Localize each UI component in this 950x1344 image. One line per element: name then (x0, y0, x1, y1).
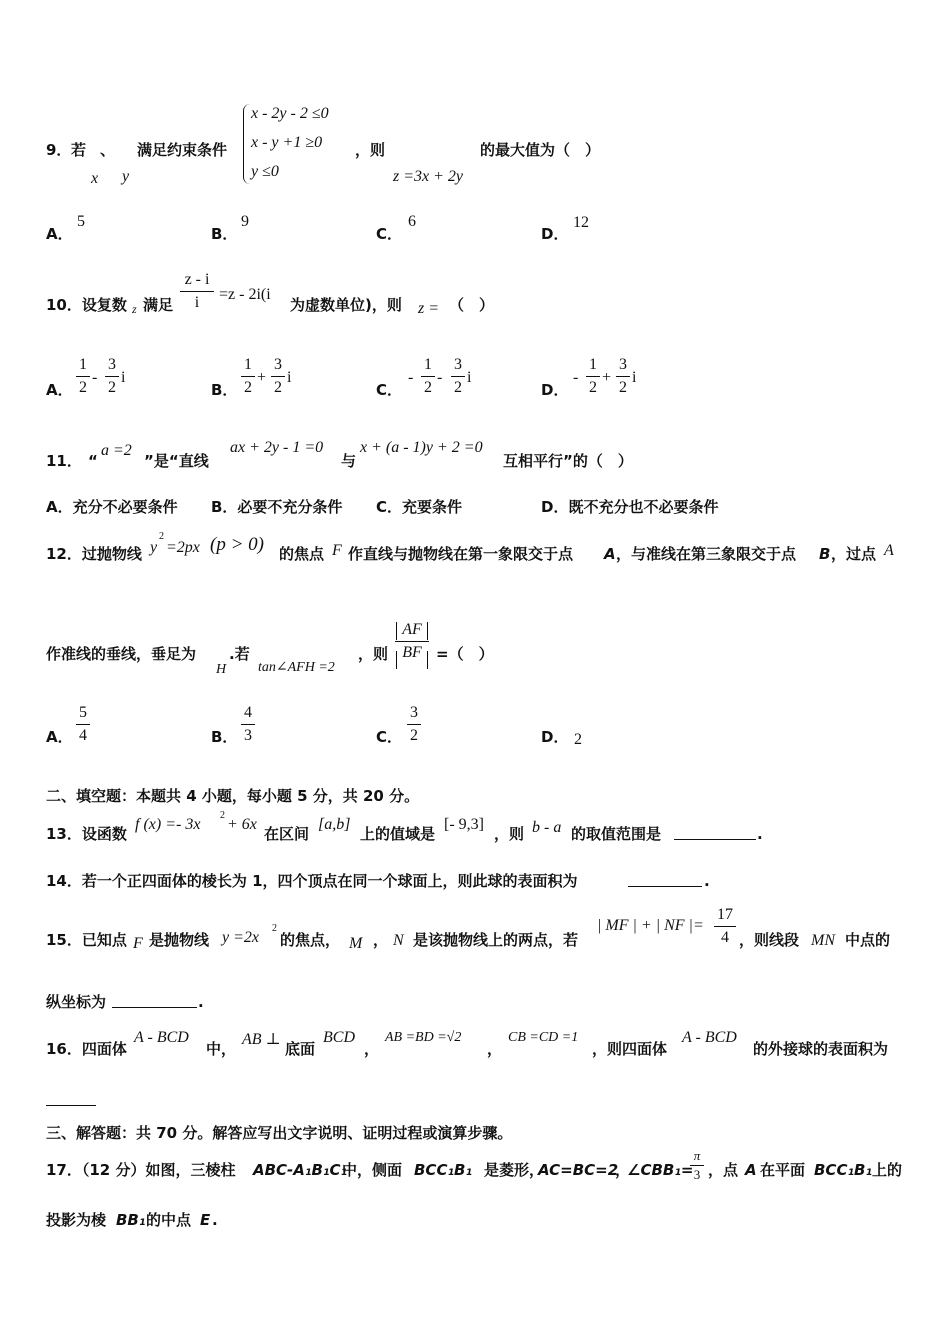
q12-text-1: 的焦点 (279, 545, 325, 563)
q9-ze: ，则 (355, 141, 386, 159)
q11-line-1: ax + 2y - 1 =0 (230, 439, 324, 456)
q12-A2: A (884, 542, 894, 559)
q10-option-d-label: D． (541, 381, 569, 399)
q12-text-3: ，与准线在第三象限交于点 (616, 545, 797, 563)
q10-b-bar1 (241, 376, 255, 377)
q11-option-b: B．必要不充分条件 (211, 498, 343, 516)
q10-option-a-i: i (121, 369, 126, 386)
q12-option-d-value: 2 (574, 731, 582, 748)
q12-b-bar (241, 724, 255, 725)
q13-number: 13．设函数 (46, 825, 127, 843)
q10-tail: 为虚数单位)，则 (290, 296, 402, 314)
q15-F: F (133, 935, 143, 952)
q16-text-3: ，则四面体 (592, 1040, 668, 1058)
section-2-heading: 二、填空题：本题共 4 小题，每小题 5 分，共 20 分。 (46, 787, 420, 805)
section-3-heading: 三、解答题：共 70 分。解答应写出文字说明、证明过程或演算步骤。 (46, 1124, 513, 1142)
q10-option-a-frac2 (105, 355, 119, 398)
q10-b-n2: 3 (274, 356, 282, 373)
q10-fraction (180, 270, 214, 313)
q16-eq-2: CB =CD =1 (508, 1030, 579, 1045)
q12-text-4: ，过点 (831, 545, 877, 563)
q16-eq-1: AB =BD =√2 (385, 1030, 462, 1045)
q11-option-a: A．充分不必要条件 (46, 498, 178, 516)
q12-ratio-num: AF (402, 621, 422, 638)
q17-pi-den: 3 (693, 1167, 701, 1182)
q10-option-c-frac1 (421, 355, 435, 398)
q12-a-den: 4 (79, 727, 87, 744)
q15-end: . (198, 993, 204, 1011)
q17-A: A (745, 1161, 757, 1179)
q17-line1-e: ，点 (708, 1161, 739, 1179)
q15-sup: 2 (272, 923, 277, 934)
q10-fraction-num: z - i (184, 271, 210, 288)
q9-constraint-1: x - 2y - 2 ≤0 (251, 105, 329, 122)
q17-line1-a: 17．（12 分）如图，三棱柱 (46, 1161, 236, 1179)
q12-ratio (395, 620, 429, 663)
q12-A: A (604, 545, 616, 563)
q10-option-c-label: C． (376, 381, 403, 399)
q17-line2-c: . (212, 1211, 218, 1229)
q10-option-b-label: B． (211, 381, 238, 399)
q12-abs-left-bottom (396, 651, 397, 669)
q13-answer-blank[interactable] (674, 839, 756, 840)
q10-option-b-i: i (287, 369, 292, 386)
q12-tan: tan∠AFH =2 (258, 660, 335, 675)
q17-line2-a: 投影为棱 (46, 1211, 107, 1229)
q10-fraction-den: i (194, 294, 200, 311)
q16-text-1: 中， (206, 1040, 237, 1058)
q9-condition-text: 满足约束条件 (137, 141, 228, 159)
q10-option-c-sign: - (408, 369, 414, 386)
q10-a-n1: 1 (79, 356, 87, 373)
q12-a-num: 5 (79, 704, 87, 721)
q15-text-4: ，则线段 (739, 931, 800, 949)
q12-b-den: 3 (244, 727, 252, 744)
q13-end: . (757, 825, 763, 843)
q10-d-n2: 3 (619, 356, 627, 373)
q17-edge: BB₁ (116, 1211, 146, 1229)
q11-option-c: C．充要条件 (376, 498, 463, 516)
q14-answer-blank[interactable] (628, 886, 702, 887)
q11-yu: 与 (341, 452, 357, 470)
q15-fraction-num: 17 (717, 906, 733, 923)
q10-option-d-frac2 (616, 355, 630, 398)
q9-option-c-label: C． (376, 225, 403, 243)
q10-c-n1: 1 (424, 356, 432, 373)
q10-option-a-label: A． (46, 381, 73, 399)
q10-b-n1: 1 (244, 356, 252, 373)
q12-parabola-y: y (150, 539, 158, 556)
q10-fraction-bar (180, 291, 214, 292)
q10-z-eq: z = (418, 300, 440, 317)
q12-line2-c: ，则 (358, 645, 389, 663)
q9-dun: 、 (100, 141, 116, 159)
q9-option-a-value: 5 (77, 213, 85, 230)
q17-E: E (200, 1211, 211, 1229)
q10-satisfy: 满足 (143, 296, 174, 314)
q15-fraction-bar (714, 926, 736, 927)
q15-text-3: 是该抛物线上的两点，若 (413, 931, 579, 949)
q10-option-d-i: i (632, 369, 637, 386)
q11-line-2: x + (a - 1)y + 2 =0 (360, 439, 483, 456)
q10-option-b-frac1 (241, 355, 255, 398)
q16-tetrahedron-2: A - BCD (682, 1029, 737, 1046)
q11-quote-mid: ”是“直线 (144, 452, 209, 470)
q10-option-d-frac1 (586, 355, 600, 398)
q12-line2-b: .若 (229, 645, 250, 663)
q17-line1-g: 上的 (872, 1161, 903, 1179)
q10-d-d2: 2 (619, 379, 627, 396)
q13-text-4: 的取值范围是 (571, 825, 662, 843)
q10-option-c-i: i (467, 369, 472, 386)
q15-abs-sum: | MF | + | NF |= (597, 917, 704, 934)
q12-parabola-sup: 2 (159, 531, 164, 542)
q17-line1-c: 是菱形， (484, 1161, 545, 1179)
q15-line2: 纵坐标为 (46, 993, 107, 1011)
q12-option-c-label: C． (376, 728, 403, 746)
q12-condition: (p > 0) (210, 534, 264, 555)
q10-option-d-sign: - (573, 369, 579, 386)
q10-a-bar1 (76, 376, 90, 377)
q16-tetrahedron: A - BCD (134, 1029, 189, 1046)
q10-c-bar2 (451, 376, 465, 377)
q9-option-d-value: 12 (573, 214, 589, 231)
q15-comma: ， (373, 931, 389, 949)
q9-ask: 的最大值为（ ） (480, 141, 601, 159)
q12-c-den: 2 (410, 727, 418, 744)
q9-option-b-label: B． (211, 225, 238, 243)
q9-objective: z =3x + 2y (393, 168, 464, 185)
q17-line2-b: 的中点 (146, 1211, 192, 1229)
q15-text-1: 是抛物线 (149, 931, 210, 949)
q10-b-bar2 (271, 376, 285, 377)
q14-text: 14．若一个正四面体的棱长为 1，四个顶点在同一个球面上，则此球的表面积为 (46, 872, 578, 890)
q12-option-a-label: A． (46, 728, 73, 746)
q13-function-2: + 6x (227, 816, 257, 833)
q13-text-3: ，则 (494, 825, 525, 843)
q10-c-d2: 2 (454, 379, 462, 396)
q10-option-c-op: - (437, 369, 443, 386)
q10-option-a-frac1 (76, 355, 90, 398)
q11-tail: 互相平行”的（ ） (503, 452, 633, 470)
q9-var-y: y (122, 168, 130, 185)
q12-a-bar (76, 724, 90, 725)
q12-c-bar (407, 724, 421, 725)
q13-range: [- 9,3] (444, 816, 484, 833)
q17-pi-fraction (690, 1148, 704, 1183)
q15-N: N (393, 932, 404, 949)
q10-c-d1: 2 (424, 379, 432, 396)
q15-M: M (349, 935, 363, 952)
q13-function: f (x) =- 3x (135, 816, 201, 833)
q15-fraction-den: 4 (721, 929, 729, 946)
q10-d-bar1 (586, 376, 600, 377)
q10-option-b-op: + (257, 369, 267, 386)
q17-angle: ∠CBB₁= (627, 1161, 694, 1179)
q10-a-d1: 2 (79, 379, 87, 396)
q10-b-d2: 2 (274, 379, 282, 396)
q17-ac-bc: AC=BC=2 (538, 1161, 619, 1179)
q12-option-c-frac (407, 703, 421, 746)
q16-comma-2: ， (487, 1040, 503, 1058)
q9-constraint-2: x - y +1 ≥0 (251, 134, 323, 151)
q10-b-d1: 2 (244, 379, 252, 396)
q10-rhs: =z - 2i(i (219, 286, 271, 303)
q10-d-n1: 1 (589, 356, 597, 373)
q12-abs-right-top (427, 622, 428, 640)
q16-text-4: 的外接球的表面积为 (753, 1040, 889, 1058)
q10-a-bar2 (105, 376, 119, 377)
q10-c-n2: 3 (454, 356, 462, 373)
q12-option-d-label: D． (541, 728, 569, 746)
q12-F: F (332, 542, 342, 559)
q17-prism: ABC-A₁B₁C₁ (253, 1161, 348, 1179)
q17-face-2: BCC₁B₁ (814, 1161, 873, 1179)
q10-a-d2: 2 (108, 379, 116, 396)
q15-text-2: 的焦点， (280, 931, 341, 949)
q12-ratio-bar (395, 641, 429, 642)
q13-interval: [a,b] (318, 816, 351, 833)
q10-option-a-op: - (92, 369, 98, 386)
q16-comma-1: ， (364, 1040, 380, 1058)
q15-fraction (714, 905, 736, 948)
q12-text-2: 作直线与抛物线在第一象限交于点 (348, 545, 574, 563)
q10-d-d1: 2 (589, 379, 597, 396)
q15-MN: MN (811, 932, 835, 949)
q12-b-num: 4 (244, 704, 252, 721)
q13-b-minus-a: b - a (532, 819, 562, 836)
q16-BCD: BCD (323, 1029, 355, 1046)
q12-line2-a: 作准线的垂线，垂足为 (46, 645, 197, 663)
q17-line1-f: 在平面 (760, 1161, 806, 1179)
q12-option-a-frac (76, 703, 90, 746)
q16-AB-perp: AB ⊥ (242, 1031, 281, 1048)
q10-a-n2: 3 (108, 356, 116, 373)
q9-brace (243, 104, 250, 184)
q15-text-5: 中点的 (845, 931, 891, 949)
q12-parabola-rhs: =2px (166, 539, 200, 556)
q15-answer-blank[interactable] (112, 1007, 197, 1008)
q12-ask: =（ ） (436, 645, 494, 663)
q11-quote-open: “ (88, 452, 98, 470)
q13-text-2: 上的值域是 (360, 825, 436, 843)
q17-pi-num: π (693, 1148, 701, 1163)
q17-pi-bar (690, 1165, 704, 1166)
q11-option-d: D．既不充分也不必要条件 (541, 498, 719, 516)
q9-option-a-label: A． (46, 225, 73, 243)
q13-text-1: 在区间 (264, 825, 310, 843)
q12-H: H (216, 662, 227, 677)
q12-ratio-den: BF (402, 644, 422, 661)
q11-number: 11． (46, 452, 82, 470)
q17-line1-b: 中，侧面 (342, 1161, 403, 1179)
q10-option-b-frac2 (271, 355, 285, 398)
q12-option-b-frac (241, 703, 255, 746)
q12-B: B (819, 545, 831, 563)
q14-end: . (704, 872, 710, 890)
q9-number: 9． (46, 141, 72, 159)
q15-parabola: y =2x (222, 929, 259, 946)
q9-option-c-value: 6 (408, 213, 416, 230)
q12-abs-left-top (396, 622, 397, 640)
q9-option-b-value: 9 (241, 213, 249, 230)
q16-text-2: 底面 (285, 1040, 316, 1058)
q10-option-d-op: + (602, 369, 612, 386)
q11-a-eq: a =2 (101, 442, 132, 459)
q10-ask: （ ） (449, 296, 495, 314)
q9-ruo: 若 (71, 141, 87, 159)
q10-c-bar1 (421, 376, 435, 377)
q10-var-z: z (132, 302, 137, 316)
q16-answer-blank[interactable] (46, 1105, 96, 1106)
q10-d-bar2 (616, 376, 630, 377)
q9-option-d-label: D． (541, 225, 569, 243)
q12-c-num: 3 (410, 704, 418, 721)
q17-line1-d: ， (615, 1161, 631, 1179)
q13-sup: 2 (220, 810, 225, 821)
q10-number: 10．设复数 (46, 296, 127, 314)
q12-option-b-label: B． (211, 728, 238, 746)
q10-option-c-frac2 (451, 355, 465, 398)
q15-number: 15．已知点 (46, 931, 127, 949)
q12-abs-right-bottom (427, 651, 428, 669)
q16-number: 16．四面体 (46, 1040, 127, 1058)
q9-constraint-3: y ≤0 (251, 163, 279, 180)
q12-number: 12．过抛物线 (46, 545, 142, 563)
q17-face: BCC₁B₁ (414, 1161, 473, 1179)
q9-var-x: x (91, 170, 99, 187)
